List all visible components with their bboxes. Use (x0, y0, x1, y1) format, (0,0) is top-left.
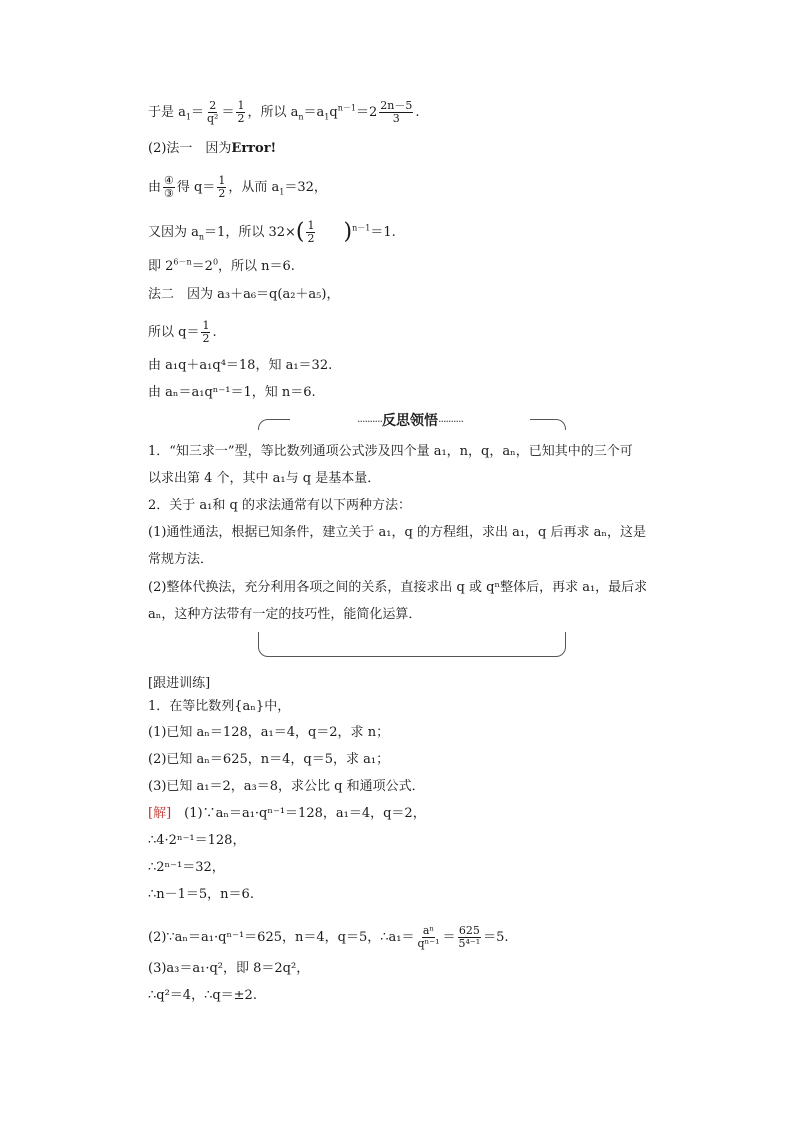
reflection-box-bottom (258, 632, 566, 657)
solution-line-7: ∴q²＝4，∴q＝±2. (148, 988, 257, 1003)
exercise-question: 1．在等比数列{aₙ}中， (148, 699, 291, 714)
text: ，从而 a (228, 180, 280, 195)
denominator: q² (207, 112, 219, 125)
exponent: 6－n (173, 257, 192, 267)
numerator: 1 (307, 219, 315, 232)
text: ＝1，所以 32× (204, 225, 296, 240)
text: . (415, 105, 420, 120)
text: (2)∵aₙ＝a₁·qⁿ⁻¹＝625，n＝4，q＝5，∴a₁＝ (148, 930, 415, 945)
text: ，所以 a (247, 105, 299, 120)
formula-line-9: 由 aₙ＝a₁qⁿ⁻¹＝1，知 n＝6. (148, 385, 316, 400)
error-text: Error! (231, 141, 277, 156)
fraction (201, 320, 210, 345)
title-dots-right: ·········· (438, 415, 463, 428)
solution-label: [解] (148, 806, 172, 821)
exponent: 0 (212, 257, 219, 267)
formula-line-3: 由 $\frac{\text{④}}{\text{③}}$ 得 q＝ $\frac{1}{2}$ ，从而 $a_1=32$， (148, 174, 327, 200)
reflection-box-title (290, 410, 530, 430)
exercise-heading: [跟进训练] (148, 676, 211, 691)
numerator: 625 (458, 924, 480, 937)
denominator: 2 (202, 332, 210, 345)
denominator: 2 (307, 232, 315, 245)
text: ＝ (190, 105, 204, 120)
reflection-p4b: aₙ，这种方法带有一定的技巧性，能简化运算． (148, 607, 422, 622)
text: ＝ (442, 930, 456, 945)
fraction (379, 100, 413, 125)
text: ＝2 (191, 259, 213, 274)
formula-line-8: 由 a₁q＋a₁q⁴＝18，知 a₁＝32. (148, 358, 333, 373)
reflection-p2: 2．关于 a₁和 q 的求法通常有以下两种方法： (148, 498, 411, 513)
denominator: qⁿ⁻¹ (417, 937, 440, 950)
exercise-part-3: (3)已知 a₁＝2，a₃＝8，求公比 q 和通项公式． (148, 779, 425, 794)
text: ＝5. (483, 930, 509, 945)
text: 又因为 a (148, 225, 199, 240)
text: 得 q＝ (176, 180, 216, 195)
numerator: aⁿ (422, 924, 435, 937)
solution-line-2: ∴4·2ⁿ⁻¹＝128， (148, 833, 246, 848)
fraction (217, 175, 226, 200)
numerator: 2 (209, 99, 217, 112)
text: ，所以 n＝6. (218, 259, 295, 274)
text: 由 (148, 180, 162, 195)
numerator: 1 (218, 174, 226, 187)
fraction (458, 925, 482, 950)
text: ＝32， (284, 180, 327, 195)
text: 即 2 (148, 259, 174, 274)
denominator: ③ (164, 187, 174, 200)
reflection-p1b: 以求出第 4 个，其中 a₁与 q 是基本量． (148, 471, 381, 486)
fraction (416, 925, 440, 950)
text: (2)法一 因为 (148, 141, 232, 156)
exponent: n－1 (352, 223, 371, 233)
solution-line-4: ∴n－1＝5，n＝6. (148, 887, 254, 902)
solution-line-5 (148, 925, 509, 950)
numerator: 2n－5 (380, 99, 413, 112)
fraction (206, 100, 219, 125)
numerator: 1 (202, 319, 210, 332)
text: ＝1. (370, 225, 396, 240)
reflection-p1a: 1．“知三求一”型，等比数列通项公式涉及四个量 a₁，n，q，aₙ，已知其中的三个可 (148, 444, 633, 459)
text: q (329, 105, 338, 120)
fraction (236, 100, 245, 125)
text: (1)∵aₙ＝a₁·qⁿ⁻¹＝128，a₁＝4，q＝2， (171, 806, 426, 821)
text: . (212, 325, 217, 340)
reflection-p4a: (2)整体代换法，充分利用各项之间的关系，直接求出 q 或 qⁿ整体后，再求 a₁，最后求 (148, 580, 648, 595)
fraction (163, 175, 175, 200)
reflection-p3a: (1)通性通法，根据已知条件，建立关于 a₁，q 的方程组，求出 a₁，q 后再求 aₙ，这是 (148, 525, 647, 540)
denominator: 3 (392, 112, 400, 125)
text: ＝ (221, 105, 235, 120)
denominator: 2 (237, 112, 245, 125)
formula-line-4: 又因为 $a_n=1$，所以 32×( $\frac{1}{2}$ )$^{n-1}$＝1. (148, 219, 396, 245)
reflection-p3b: 常规方法． (148, 552, 214, 567)
solution-line-3: ∴2ⁿ⁻¹＝32， (148, 860, 225, 875)
formula-line-6: 法二 因为 a₃＋a₆＝q(a₂＋a₅)， (148, 287, 340, 302)
exercise-part-1: (1)已知 aₙ＝128，a₁＝4，q＝2，求 n； (148, 725, 390, 740)
exercise-part-2: (2)已知 aₙ＝625，n＝4，q＝5，求 a₁； (148, 752, 390, 767)
formula-line-5 (148, 259, 295, 275)
title-text: 反思领悟 (382, 413, 438, 429)
text: 于是 a (148, 105, 186, 120)
text: 所以 q＝ (148, 325, 200, 340)
solution-line-6: (3)a₃＝a₁·q²，即 8＝2q²， (148, 961, 310, 976)
fraction (306, 220, 315, 245)
formula-line-7 (148, 320, 217, 345)
denominator: 5⁴⁻¹ (458, 937, 481, 950)
text: ＝2 (355, 105, 378, 120)
formula-line-2 (148, 141, 276, 157)
formula-line-1: 于是 $a_1=$ $\frac{2}{\text{q²}}$ ＝ $\frac{1}{2}$ ，所以 $a_n=a_1q^{n-1}=2$ $\frac{2n-5}{3}$ . (148, 99, 420, 125)
solution-line-1 (148, 806, 426, 822)
denominator: 2 (218, 187, 226, 200)
text: ＝a (303, 105, 325, 120)
numerator: ④ (164, 174, 174, 187)
numerator: 1 (237, 99, 245, 112)
title-dots-left: ·········· (357, 415, 382, 428)
